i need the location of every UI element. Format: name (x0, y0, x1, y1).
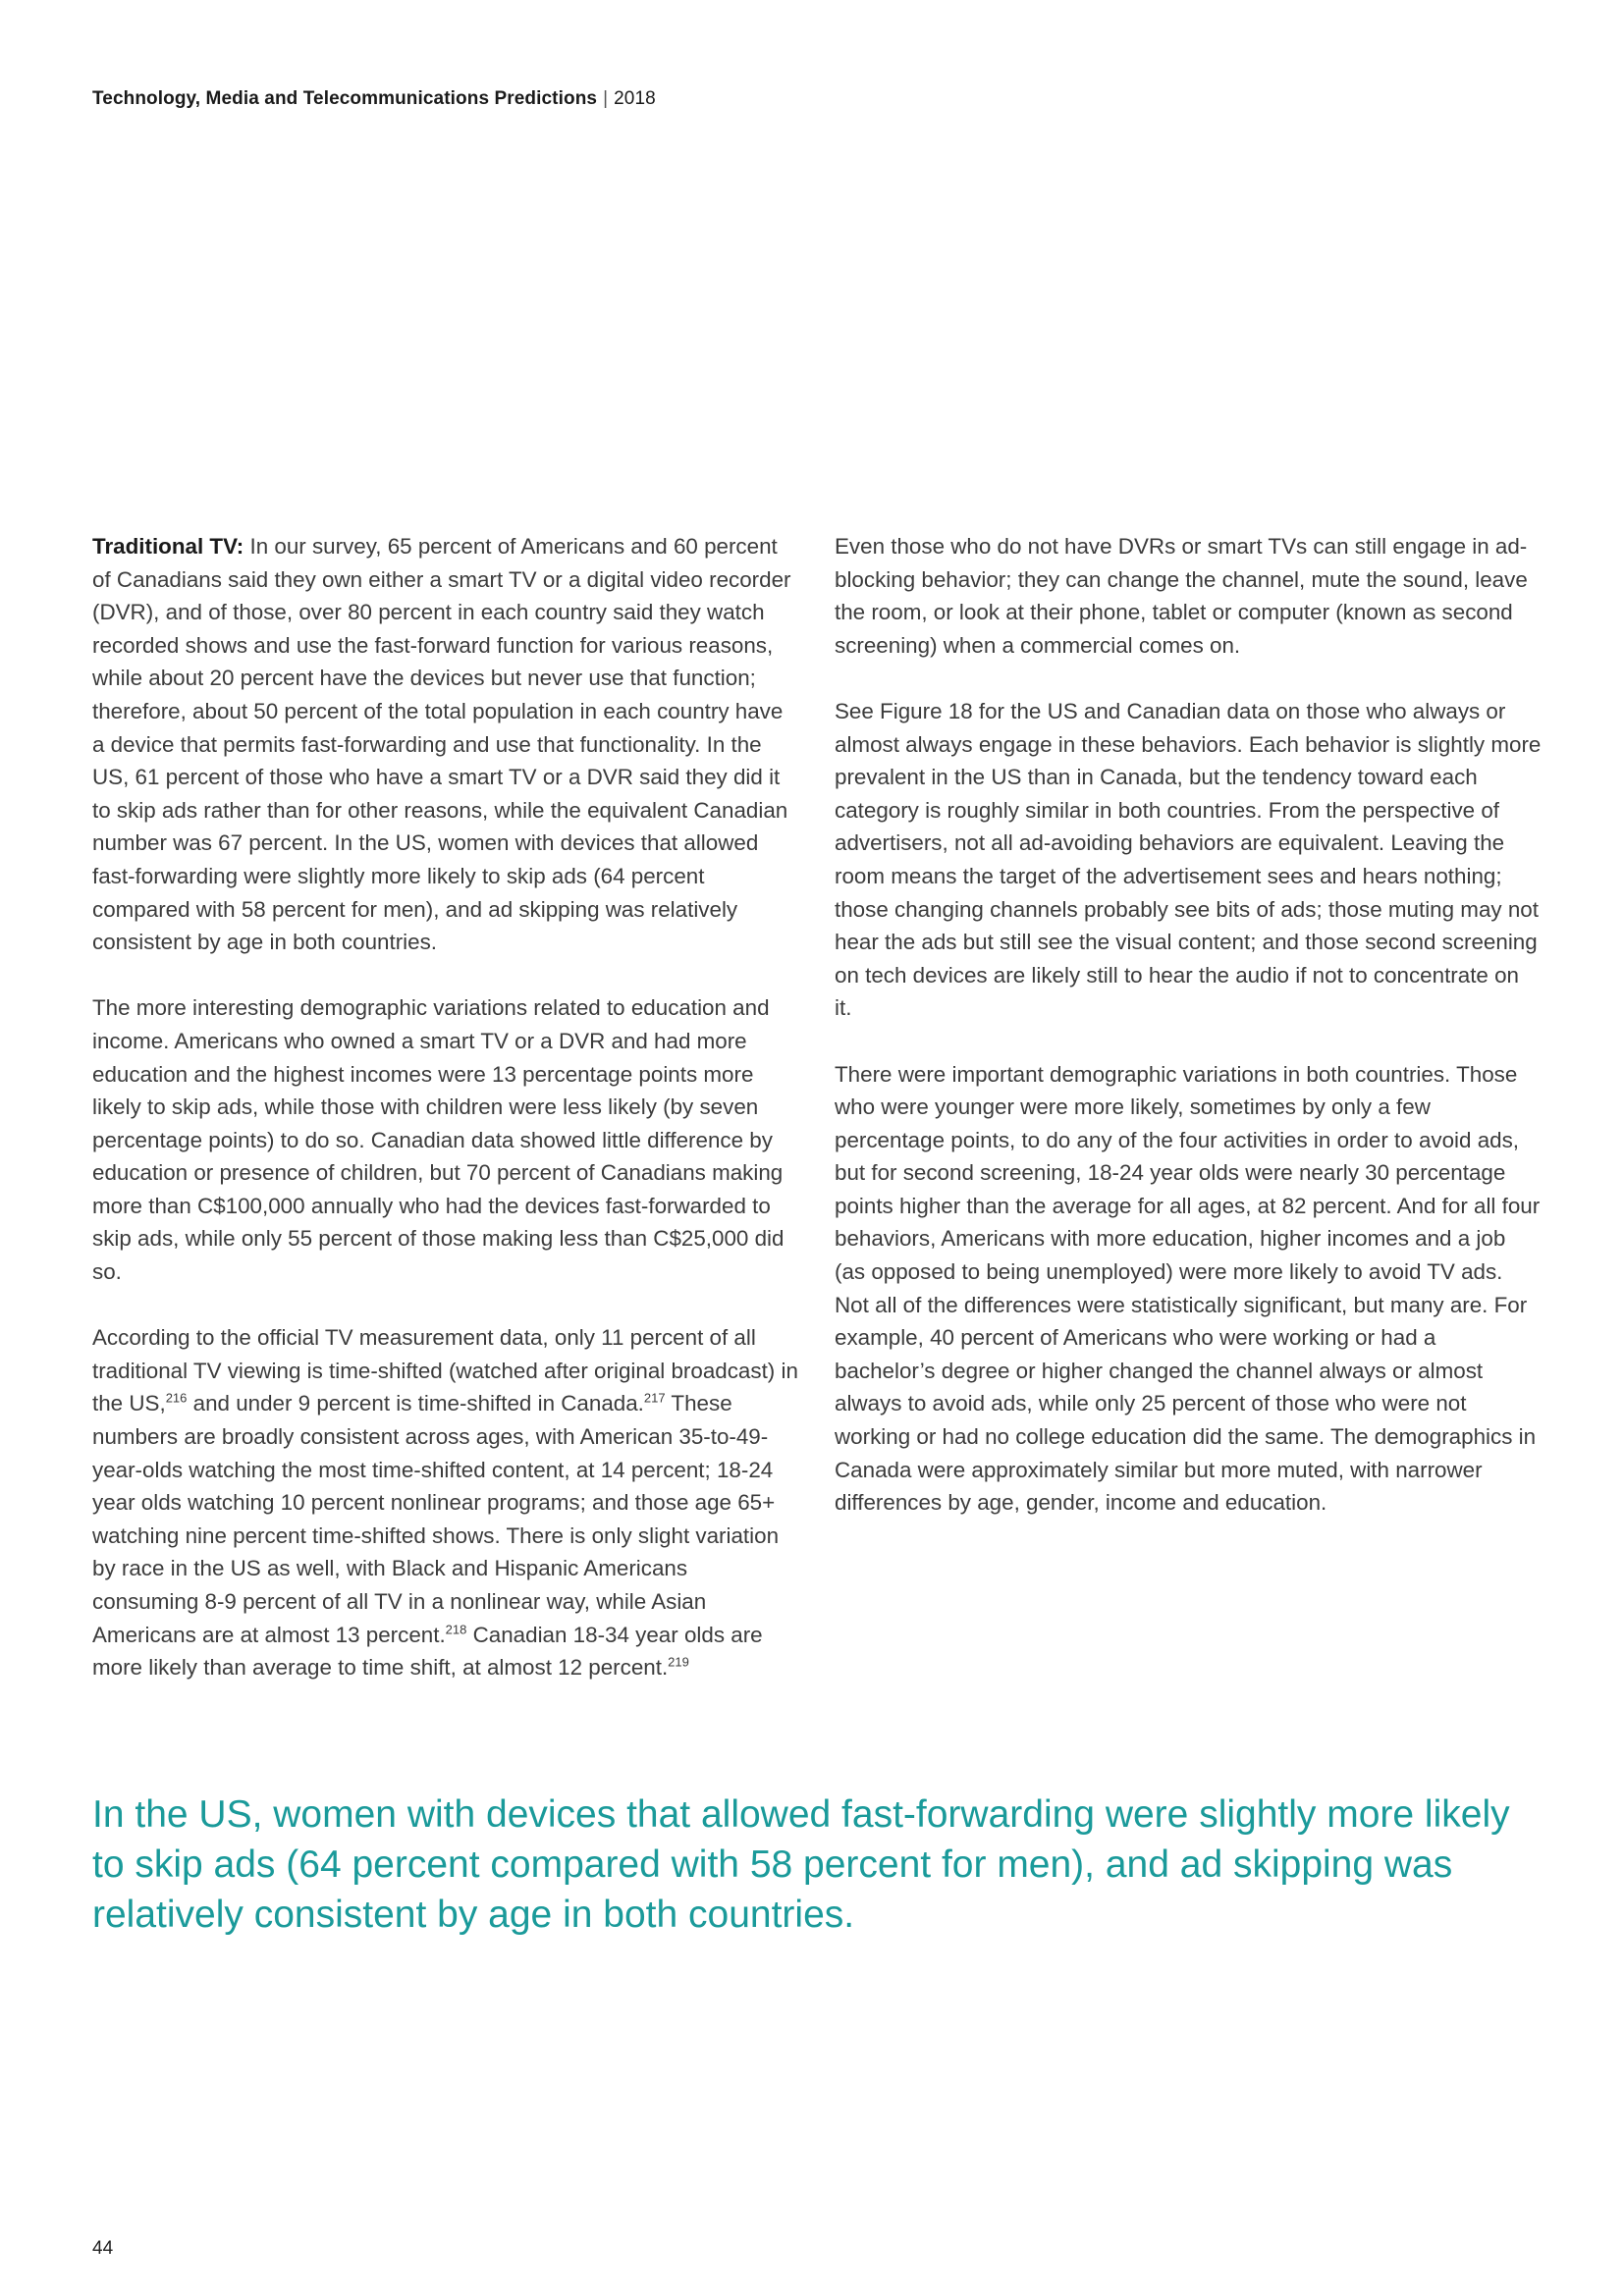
section-lead-traditional-tv: Traditional TV: (92, 534, 244, 559)
pull-quote: In the US, women with devices that allowed fast-forwarding were slightly more likely to skip ads (64 percent compared with 58 percent for men), and ad skipping was relatively consistent by age in both countries. (92, 1793, 1510, 1936)
paragraph-measurement-data (92, 1321, 799, 1684)
paragraph-ad-blocking-behavior: Even those who do not have DVRs or smart TVs can still engage in ad-blocking behavior; they can change the channel, mute the sound, leave the room, or look at their phone, tablet or computer (known as second screening) when a commercial comes on. (835, 534, 1528, 658)
right-column (835, 530, 1542, 1552)
measurement-text-part-3: These numbers are broadly consistent across ages, with American 35-to-49-year-olds watching the most time-shifted content, at 14 percent; 18-24 year olds watching 10 percent nonlinear programs; and those age 65+ watching nine percent time-shifted shows. There is only slight variation by race in the US as well, with Black and Hispanic Americans consuming 8-9 percent of all TV in a nonlinear way, while Asian Americans are at almost 13 percent. (92, 1391, 780, 1647)
footnote-ref-217: 217 (643, 1390, 666, 1406)
left-column (92, 530, 799, 1717)
measurement-text-part-1: According to the official TV measurement data, only 11 percent of all traditional TV viewing is time-shifted (watched after original broadcast) in the US, (92, 1325, 798, 1416)
paragraph-traditional-tv (92, 530, 799, 959)
report-year: 2018 (614, 88, 656, 109)
paragraph-traditional-tv-text: In our survey, 65 percent of Americans and 60 percent of Canadians said they own either a smart TV or a digital video recorder (DVR), and of those, over 80 percent in each country said they watch recorded shows and use the fast-forward function for various reasons, while about 20 percent have the devices but never use that function; therefore, about 50 percent of the total population in each country have a device that permits fast-forwarding and use that functionality. In the US, 61 percent of those who have a smart TV or a DVR said they did it to skip ads rather than for other reasons, while the equivalent Canadian number was 67 percent. In the US, women with devices that allowed fast-forwarding were slightly more likely to skip ads (64 percent compared with 58 percent for men), and ad skipping was relatively consistent by age in both countries. (92, 534, 791, 955)
running-header (92, 88, 656, 110)
page-number: 44 (92, 2238, 114, 2259)
measurement-text-part-4: Canadian 18-34 year olds are more likely than average to time shift, at almost 12 percent. (92, 1622, 763, 1681)
footnote-ref-218: 218 (445, 1622, 467, 1637)
header-separator: | (603, 88, 609, 109)
paragraph-demographics-education-income: The more interesting demographic variations related to education and income. Americans who owned a smart TV or a DVR and had more education and the highest incomes were 13 percentage points more likely to skip ads, while those with children were less likely (by seven percentage points) to do so. Canadian data showed little difference by education or presence of children, but 70 percent of Canadians making more than C$100,000 annually who had the devices fast-forwarded to skip ads, while only 55 percent of those making less than C$25,000 did so. (92, 995, 785, 1285)
report-title: Technology, Media and Telecommunications Predictions (92, 88, 598, 109)
measurement-text-part-2: and under 9 percent is time-shifted in Canada. (187, 1391, 644, 1416)
footnote-ref-216: 216 (165, 1390, 188, 1406)
paragraph-figure-18-reference: See Figure 18 for the US and Canadian data on those who always or almost always engage in these behaviors. Each behavior is slightly more prevalent in the US than in Canada, but the tendency toward each category is roughly similar in both countries. From the perspective of advertisers, not all ad-avoiding behaviors are equivalent. Leaving the room means the target of the advertisement sees and hears nothing; those changing channels probably see bits of ads; those muting may not hear the ads but still see the visual content; and those second screening on tech devices are likely still to hear the audio if not to concentrate on it. (835, 698, 1542, 1021)
footnote-ref-219: 219 (668, 1654, 689, 1670)
paragraph-demographic-variations: There were important demographic variations in both countries. Those who were younger were more likely, sometimes by only a few percentage points, to do any of the four activities in order to avoid ads, but for second screening, 18-24 year olds were nearly 30 percentage points higher than the average for all ages, at 82 percent. And for all four behaviors, Americans with more education, higher incomes and a job (as opposed to being unemployed) were more likely to avoid TV ads. Not all of the differences were statistically significant, but many are. For example, 40 percent of Americans who were working or had a bachelor’s degree or higher changed the channel always or almost always to avoid ads, while only 25 percent of those who were not working or had no college education did the same. The demographics in Canada were approximately similar but more muted, with narrower differences by age, gender, income and education. (835, 1061, 1541, 1516)
